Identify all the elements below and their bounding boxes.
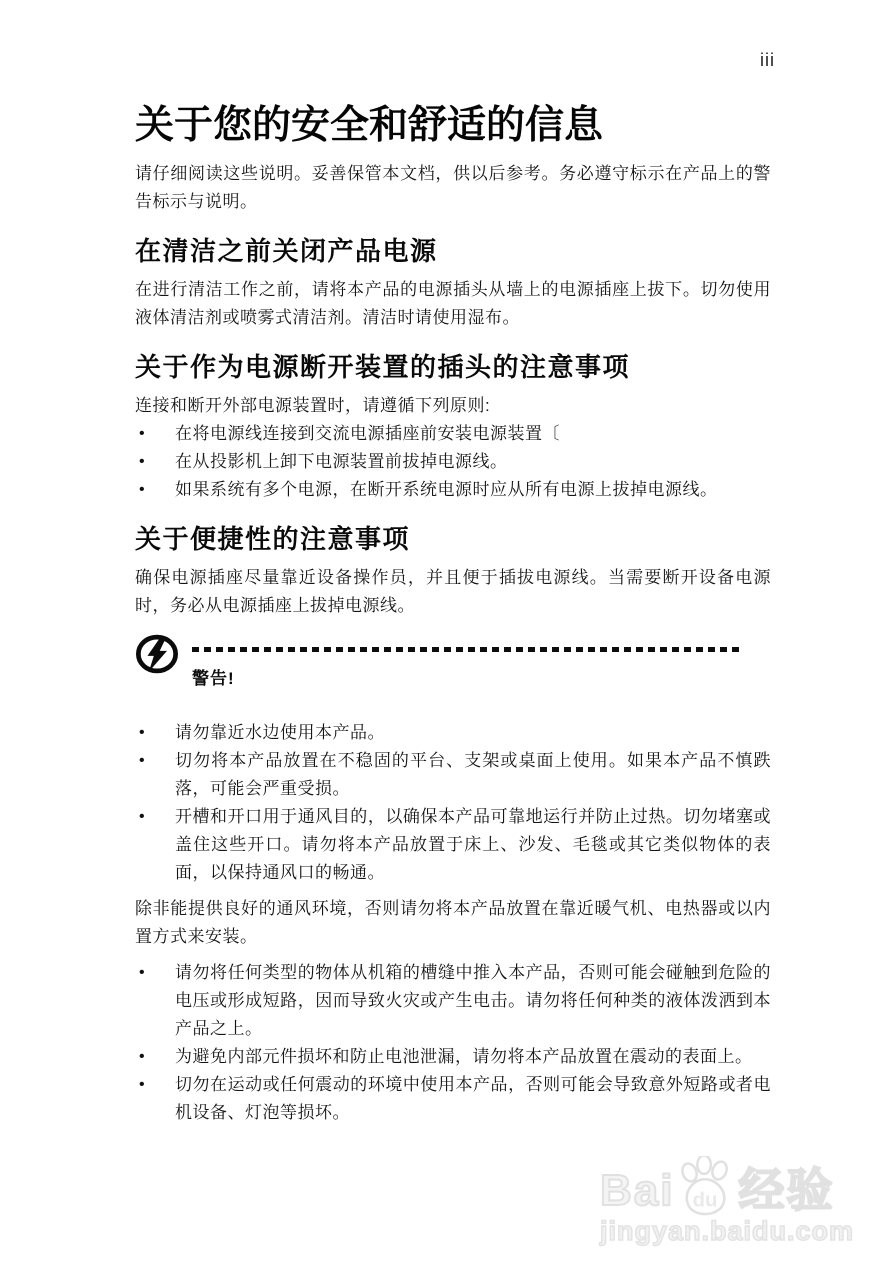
list-item-text: 请勿靠近水边使用本产品。 <box>175 723 385 742</box>
section-paragraph: 在进行清洁工作之前，请将本产品的电源插头从墙上的电源插座上拔下。切勿使用液体清洁剂或喷雾式清洁剂。清洁时请使用湿布。 <box>135 280 771 327</box>
watermark-brand-cjk: 经验 <box>738 1164 835 1216</box>
bullet-icon: • <box>139 752 146 769</box>
list-item <box>135 959 771 1043</box>
section-paragraph: 确保电源插座尽量靠近设备操作员，并且便于插拔电源线。当需要断开设备电源时，务必从电源插座上拔掉电源线。 <box>135 568 771 615</box>
warning-list <box>135 719 771 887</box>
list-item-text: 在将电源线连接到交流电源插座前安装电源装置〔 <box>175 424 560 443</box>
list-item-text: 开槽和开口用于通风目的，以确保本产品可靠地运行并防止过热。切勿堵塞或盖住这些开口。请勿将本产品放置于床上、沙发、毛毯或其它类似物体的表面，以保持通风口的畅通。 <box>175 807 771 882</box>
bullet-icon: • <box>139 481 146 498</box>
list-item-text: 为避免内部元件损坏和防止电池泄漏，请勿将本产品放置在震动的表面上。 <box>175 1047 753 1066</box>
watermark-brand-text: Bai <box>599 1166 675 1215</box>
list-item-text: 切勿将本产品放置在不稳固的平台、支架或桌面上使用。如果本产品不慎跌落，可能会严重受损。 <box>175 751 771 798</box>
document-content <box>135 0 771 1127</box>
lightning-warning-icon <box>135 634 179 674</box>
list-item <box>135 476 771 504</box>
list-item-text: 切勿在运动或任何震动的环境中使用本产品，否则可能会导致意外短路或者电机设备、灯泡等损坏。 <box>175 1075 771 1122</box>
section-heading-plug-disconnect-device: 关于作为电源断开装置的插头的注意事项 <box>135 352 631 382</box>
warning-label: 警告! <box>192 669 235 688</box>
section-paragraph: 连接和断开外部电源装置时，请遵循下列原则: <box>135 396 491 415</box>
bullet-icon: • <box>139 1076 146 1093</box>
warning-list-2 <box>135 959 771 1127</box>
warning-banner <box>135 634 771 689</box>
watermark-domain: jingyan.baidu.com <box>599 1216 854 1246</box>
list-item-text: 在从投影机上卸下电源装置前拔掉电源线。 <box>175 452 508 471</box>
list-item <box>135 420 771 448</box>
baidu-jingyan-watermark <box>600 1156 854 1247</box>
bullet-icon: • <box>139 808 146 825</box>
bullet-icon: • <box>139 724 146 741</box>
page-title: 关于您的安全和舒适的信息 <box>135 104 604 147</box>
list-item-text: 请勿将任何类型的物体从机箱的槽缝中推入本产品，否则可能会碰触到危险的电压或形成短路，因而导致火灾或产生电击。请勿将任何种类的液体泼洒到本产品之上。 <box>175 963 771 1038</box>
dotted-divider <box>192 647 740 652</box>
page-number: iii <box>760 50 775 70</box>
section-heading-convenience: 关于便捷性的注意事项 <box>135 524 411 554</box>
watermark-logo-row <box>600 1156 854 1216</box>
bullet-icon: • <box>139 1048 146 1065</box>
watermark-brand-suffix: du <box>693 1189 718 1212</box>
bullet-icon: • <box>139 453 146 470</box>
intro-paragraph: 请仔细阅读这些说明。妥善保管本文档，供以后参考。务必遵守标示在产品上的警告标示与说明。 <box>135 164 771 211</box>
plug-rules-list <box>135 420 771 504</box>
ventilation-paragraph: 除非能提供良好的通风环境，否则请勿将本产品放置在靠近暖气机、电热器或以内置方式来安装。 <box>135 899 771 946</box>
section-heading-power-off-before-cleaning: 在清洁之前关闭产品电源 <box>135 236 438 266</box>
list-item <box>135 448 771 476</box>
list-item <box>135 747 771 803</box>
list-item <box>135 719 771 747</box>
warning-banner-right <box>192 634 771 689</box>
list-item-text: 如果系统有多个电源，在断开系统电源时应从所有电源上拔掉电源线。 <box>175 480 718 499</box>
bullet-icon: • <box>139 964 146 981</box>
list-item <box>135 1071 771 1127</box>
bullet-icon: • <box>139 425 146 442</box>
baidu-paw-icon <box>675 1156 737 1216</box>
list-item <box>135 1043 771 1071</box>
list-item <box>135 803 771 887</box>
